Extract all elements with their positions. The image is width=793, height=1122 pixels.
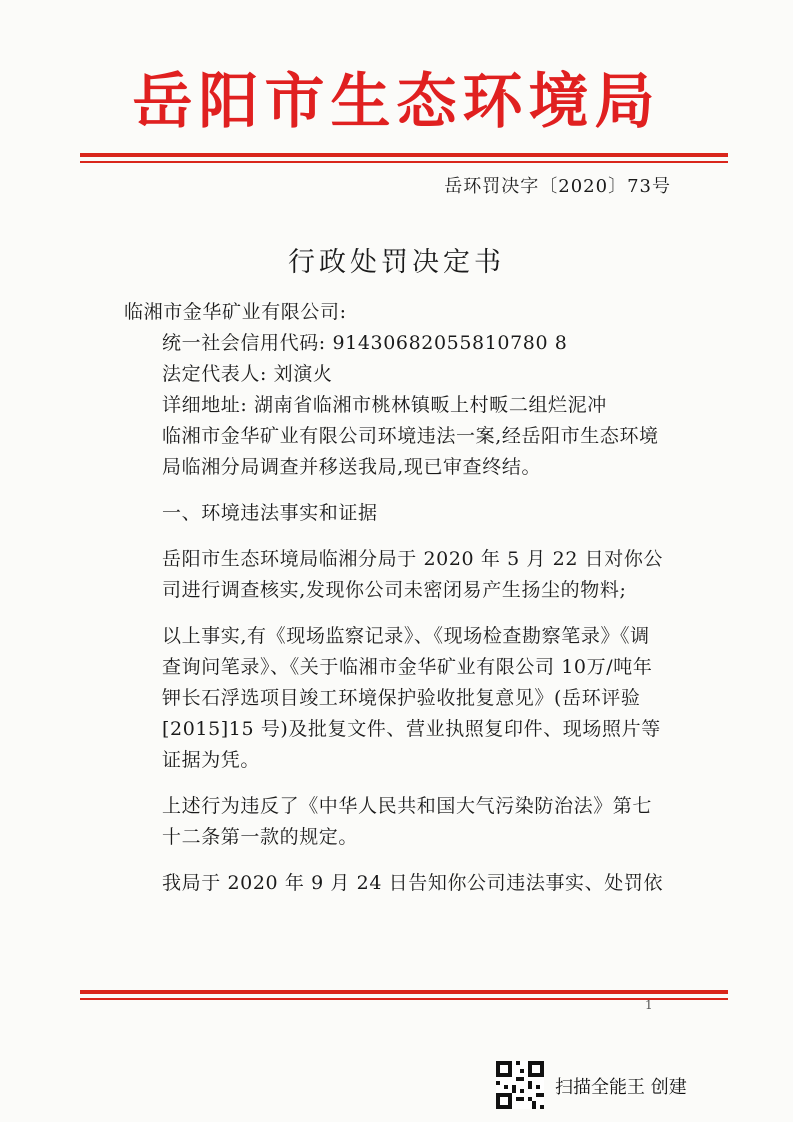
- footer-rule-thick: [80, 990, 728, 994]
- party-address: 详细地址: 湖南省临湘市桃林镇畈上村畈二组烂泥冲: [162, 394, 607, 416]
- paragraph-evidence: 以上事实,有《现场监察记录》、《现场检查勘察笔录》《调查询问笔录》、《关于临湘市金华矿业有限公司 10万/吨年钾长石浮选项目竣工环境保护验收批复意见》(岳环评验[2015]15 号)及批复文件、营业执照复印件、现场照片等证据为凭。: [162, 625, 661, 771]
- paragraph-investigation: 岳阳市生态环境局临湘分局于 2020 年 5 月 22 日对你公司进行调查核实,发现你公司未密闭易产生扬尘的物料;: [162, 548, 664, 601]
- document-number: 岳环罚决字〔2020〕73号: [444, 176, 671, 197]
- paragraph-case-intro: 临湘市金华矿业有限公司环境违法一案,经岳阳市生态环境局临湘分局调查并移送我局,现已审查终结。: [162, 425, 659, 478]
- document-title: 行政处罚决定书: [288, 247, 505, 278]
- section-heading-facts: 一、环境违法事实和证据: [162, 502, 378, 524]
- page-number: 1: [645, 998, 653, 1012]
- document-body: [124, 297, 669, 899]
- party-name: 临湘市金华矿业有限公司:: [124, 301, 347, 323]
- qr-code-icon: [496, 1061, 544, 1109]
- agency-letterhead: 岳阳市生态环境局: [132, 67, 661, 137]
- party-credit-code: 统一社会信用代码: 91430682055810780 8: [162, 332, 568, 354]
- paragraph-violation: 上述行为违反了《中华人民共和国大气污染防治法》第七十二条第一款的规定。: [162, 795, 653, 848]
- party-legal-representative: 法定代表人: 刘演火: [162, 363, 333, 385]
- letterhead-rule-thin: [80, 161, 728, 163]
- scanner-watermark-label: 扫描全能王 创建: [555, 1077, 687, 1098]
- paragraph-notice: 我局于 2020 年 9 月 24 日告知你公司违法事实、处罚依: [162, 872, 664, 894]
- footer-rule-thin: [80, 998, 728, 1000]
- letterhead-rule-thick: [80, 153, 728, 157]
